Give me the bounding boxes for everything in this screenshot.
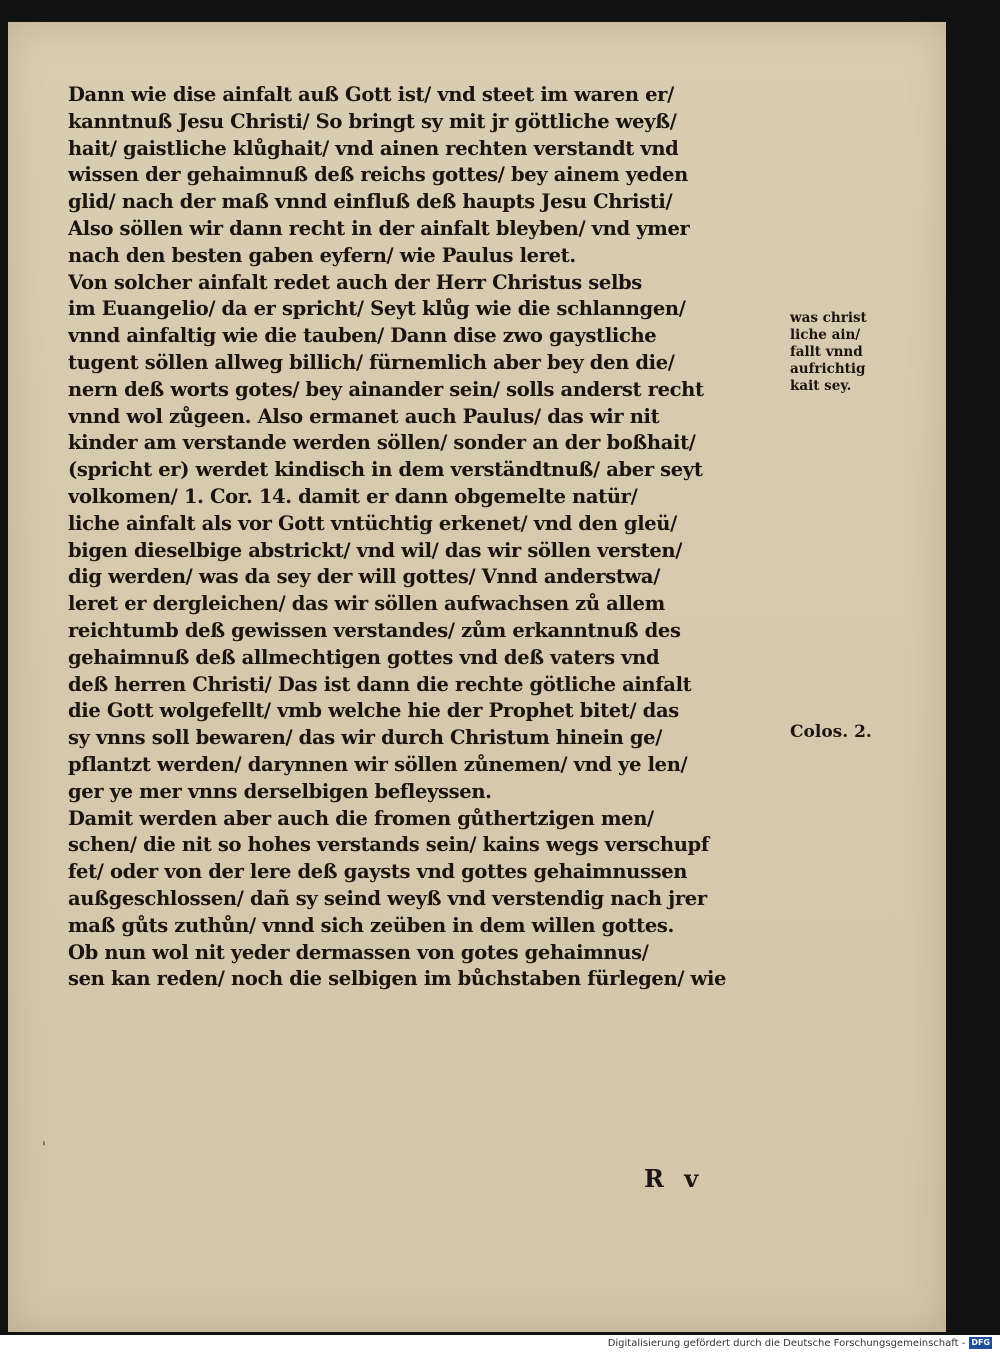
stray-mark: ' [42, 1140, 46, 1156]
text-line: Dann wie dise ainfalt auß Gott ist/ vnd steet im waren er/ [68, 83, 674, 106]
margin-note-reference: Colos. 2. [790, 722, 872, 742]
text-line: gehaimnuß deß allmechtigen gottes vnd deß vaters vnd [68, 645, 660, 669]
text-line: nern deß worts gotes/ bey ainander sein/ solls anderst recht [68, 377, 704, 401]
dfg-logo: DFG [971, 1338, 990, 1347]
text-line: glid/ nach der maß vnnd einfluß deß haupts Jesu Christi/ [68, 190, 673, 214]
text-line: bigen dieselbige abstrickt/ vnd wil/ das wir söllen versten/ [68, 538, 683, 562]
text-line: die Gott wolgefellt/ vmb welche hie der Prophet bitet/ das [68, 699, 679, 723]
body-text [68, 82, 788, 993]
text-line: maß gůts zuthůn/ vnnd sich zeüben in dem willen gottes. [68, 913, 674, 937]
text-line: Also söllen wir dann recht in der ainfalt bleyben/ vnd ymer [68, 216, 690, 240]
text-line: Von solcher ainfalt redet auch der Herr Christus selbs [68, 270, 642, 294]
text-line: vnnd ainfaltig wie die tauben/ Dann dise zwo gaystliche [68, 324, 657, 348]
text-line: im Euangelio/ da er spricht/ Seyt klůg wie die schlanngen/ [68, 297, 686, 321]
text-line: volkomen/ 1. Cor. 14. damit er dann obgemelte natür/ [68, 484, 638, 508]
text-line: nach den besten gaben eyfern/ wie Paulus leret. [68, 243, 576, 267]
text-line: kanntnuß Jesu Christi/ So bringt sy mit jr göttliche weyß/ [68, 109, 677, 133]
book-page [8, 22, 946, 1332]
margin-note-line: was christ [790, 310, 867, 326]
margin-note-line: aufrichtig [790, 361, 866, 377]
margin-note [790, 310, 900, 395]
text-line: tugent söllen allweg billich/ fürnemlich aber bey den die/ [68, 350, 675, 374]
text-line: sen kan reden/ noch die selbigen im bůchstaben fürlegen/ wie [68, 967, 727, 991]
text-line: schen/ die nit so hohes verstands sein/ kains wegs verschupf [68, 833, 709, 857]
text-line: Ob nun wol nit yeder dermassen von gotes gehaimnus/ [68, 940, 649, 964]
text-line: pflantzt werden/ darynnen wir söllen zůnemen/ vnd ye len/ [68, 752, 688, 776]
text-line: wissen der gehaimnuß deß reichs gottes/ bey ainem yeden [68, 163, 688, 187]
footer-credit: Digitalisierung gefördert durch die Deutsche Forschungsgemeinschaft - [607, 1337, 966, 1349]
text-line: außgeschlossen/ dañ sy seind weyß vnd verstendig nach jrer [68, 886, 707, 910]
margin-note-line: liche ain/ [790, 327, 861, 343]
text-line: (spricht er) werdet kindisch in dem verständtnuß/ aber seyt [68, 458, 703, 482]
footer [608, 1336, 992, 1350]
text-line: kinder am verstande werden söllen/ sonder an der boßhait/ [68, 431, 696, 455]
text-line: dig werden/ was da sey der will gottes/ Vnnd anderstwa/ [68, 565, 660, 589]
text-line: ger ye mer vnns derselbigen befleyssen. [68, 779, 492, 803]
text-line: reichtumb deß gewissen verstandes/ zům erkanntnuß des [68, 618, 681, 642]
text-line: sy vnns soll bewaren/ das wir durch Christum hinein ge/ [68, 726, 663, 750]
text-line: hait/ gaistliche klůghait/ vnd ainen rechten verstandt vnd [68, 136, 679, 160]
text-line: vnnd wol zůgeen. Also ermanet auch Paulus/ das wir nit [68, 404, 660, 428]
margin-note-line: fallt vnnd [790, 344, 863, 360]
text-line: liche ainfalt als vor Gott vntüchtig erkenet/ vnd den gleü/ [68, 511, 677, 535]
margin-note-line: kait sey. [790, 378, 852, 394]
text-line: leret er dergleichen/ das wir söllen aufwachsen zů allem [68, 592, 665, 616]
text-line: Damit werden aber auch die fromen gůthertzigen men/ [68, 806, 654, 830]
signature-mark: R v [644, 1164, 705, 1193]
text-line: fet/ oder von der lere deß gaysts vnd gottes gehaimnussen [68, 860, 688, 884]
text-line: deß herren Christi/ Das ist dann die rechte götliche ainfalt [68, 672, 692, 696]
